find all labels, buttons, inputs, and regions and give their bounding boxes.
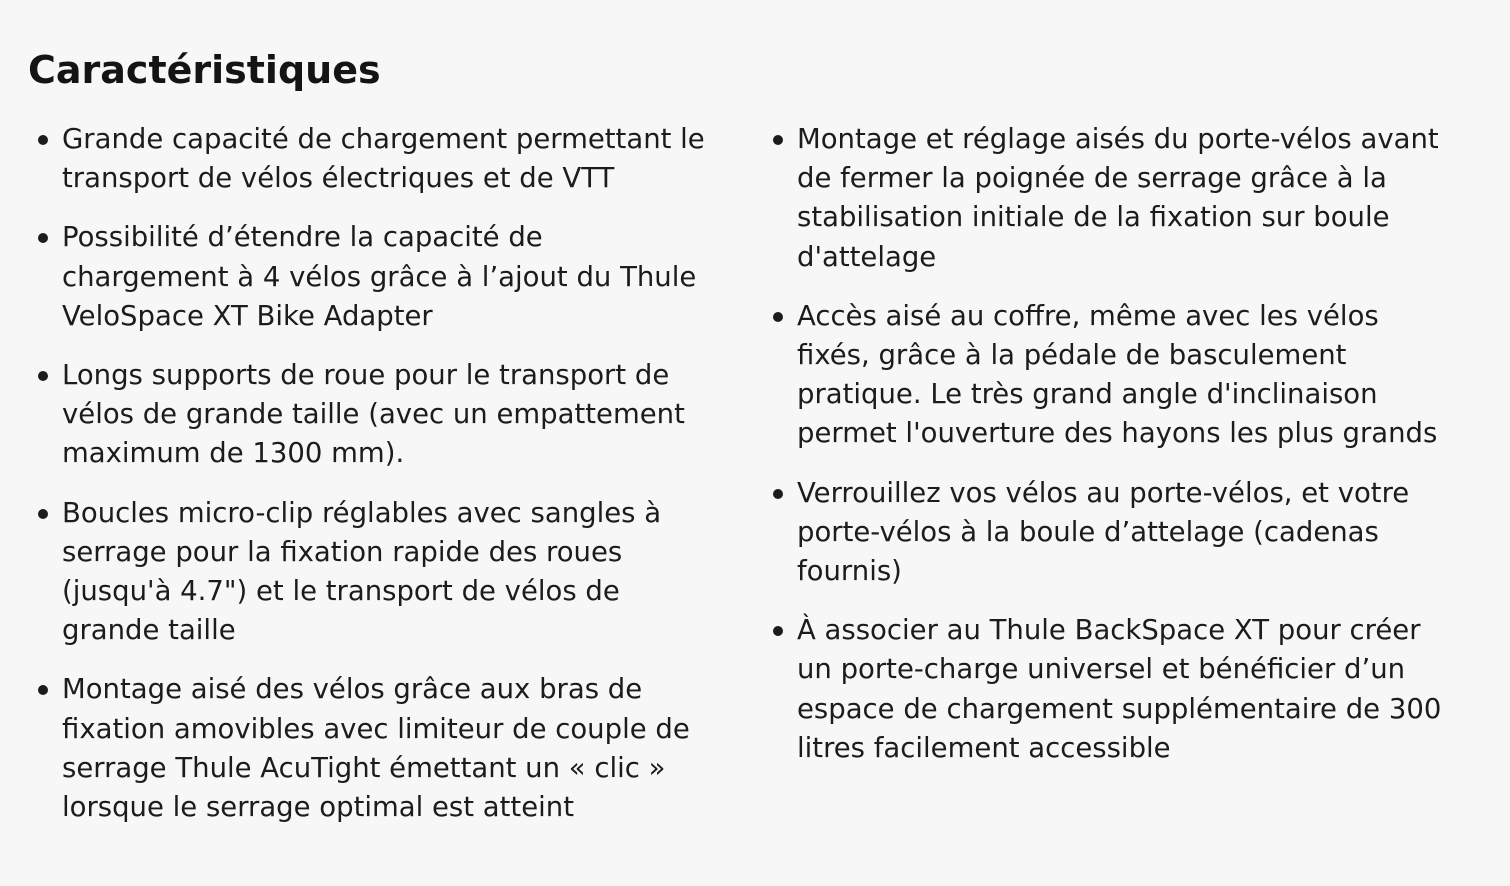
feature-text: Verrouillez vos vélos au porte-vélos, et votre porte-vélos à la boule d’attelage (cadenas fournis)	[797, 476, 1410, 588]
feature-text: Accès aisé au coffre, même avec les vélos fixés, grâce à la pédale de basculement pratique. Le très grand angle d'inclinaison permet l'ouverture des hayons les plus grands	[797, 299, 1438, 450]
bullet-icon	[773, 135, 783, 145]
bullet-icon	[38, 233, 48, 243]
features-list-right	[763, 120, 1453, 788]
section-title: Caractéristiques	[28, 48, 381, 92]
feature-item	[763, 611, 1453, 768]
feature-text: Possibilité d’étendre la capacité de chargement à 4 vélos grâce à l’ajout du Thule VeloSpace XT Bike Adapter	[62, 221, 697, 332]
features-list-left	[28, 120, 708, 847]
bullet-icon	[38, 135, 48, 145]
feature-item	[28, 494, 708, 651]
feature-text: Longs supports de roue pour le transport de vélos de grande taille (avec un empattement maximum de 1300 mm).	[62, 359, 685, 470]
feature-item	[28, 670, 708, 827]
feature-item	[763, 474, 1453, 592]
feature-text: Grande capacité de chargement permettant le transport de vélos électriques et de VTT	[62, 123, 705, 195]
feature-item	[28, 120, 708, 198]
feature-text: Montage et réglage aisés du porte-vélos avant de fermer la poignée de serrage grâce à la stabilisation initiale de la fixation sur boule d'attelage	[797, 123, 1439, 273]
bullet-icon	[38, 685, 48, 695]
feature-item	[28, 218, 708, 336]
feature-text: Montage aisé des vélos grâce aux bras de fixation amovibles avec limiteur de couple de serrage Thule AcuTight émettant un « clic » lorsque le serrage optimal est atteint	[62, 673, 690, 824]
bullet-icon	[773, 312, 783, 322]
bullet-icon	[773, 626, 783, 636]
bullet-icon	[38, 509, 48, 519]
feature-item	[763, 120, 1453, 277]
feature-item	[28, 356, 708, 474]
feature-text: À associer au Thule BackSpace XT pour créer un porte-charge universel et bénéficier d’un espace de chargement supplémentaire de 300 litres facilement accessible	[797, 614, 1442, 764]
feature-item	[763, 297, 1453, 454]
bullet-icon	[38, 371, 48, 381]
bullet-icon	[773, 489, 783, 499]
feature-text: Boucles micro-clip réglables avec sangles à serrage pour la fixation rapide des roues (jusqu'à 4.7") et le transport de vélos de grande taille	[62, 496, 662, 647]
